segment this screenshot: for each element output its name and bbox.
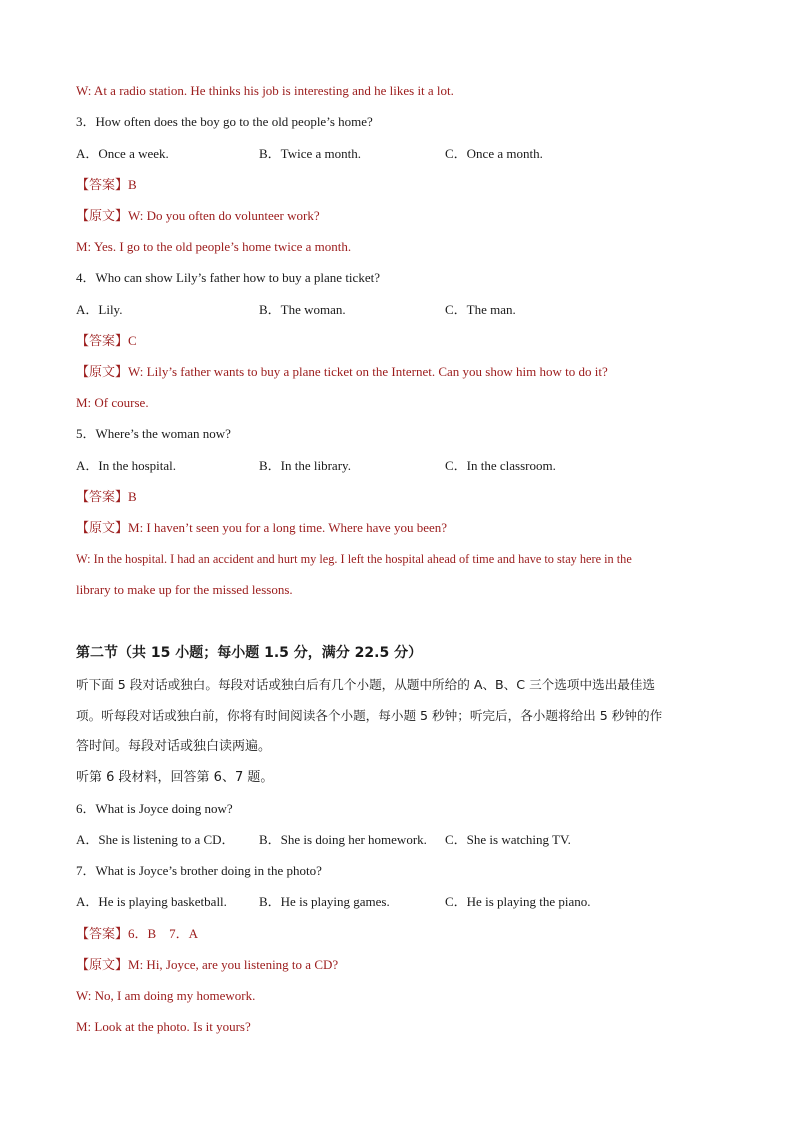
- script-text: W: Do you often do volunteer work?: [128, 208, 320, 223]
- option-a: A．Once a week.: [76, 146, 169, 161]
- option-b: B．He is playing games.: [259, 894, 390, 909]
- answer-tag: 【答案】: [76, 927, 129, 942]
- answer-line: [76, 333, 137, 350]
- answer-tag: 【答案】: [76, 178, 129, 193]
- question-5: 5．Where’s the woman now?: [76, 426, 231, 441]
- option-a: A．She is listening to a CD．: [76, 832, 235, 847]
- instructions-line: 项。听每段对话或独白前，你将有时间阅读各个小题，每小题 5 秒钟；听完后，各小题将给出 5 秒钟的作: [76, 708, 663, 723]
- script-line: [76, 364, 608, 381]
- script-text: W: Lily’s father wants to buy a plane ticket on the Internet. Can you show him how to do it?: [128, 364, 608, 379]
- answer-value: B: [128, 177, 137, 192]
- answer-value: C: [128, 333, 137, 348]
- answer-tag: 【答案】: [76, 490, 129, 505]
- question-3: 3．How often does the boy go to the old people’s home?: [76, 114, 373, 129]
- script-line: [76, 957, 338, 974]
- script-line: [76, 520, 447, 537]
- instructions-line: 听下面 5 段对话或独白。每段对话或独白后有几个小题，从题中所给的 A、B、C 三个选项中选出最佳选: [76, 677, 656, 692]
- option-c: C．Once a month.: [445, 146, 543, 161]
- question-6: 6．What is Joyce doing now?: [76, 801, 233, 816]
- option-b: B．In the library.: [259, 458, 351, 473]
- section-heading: 第二节（共 15 小题；每小题 1.5 分，满分 22.5 分）: [76, 645, 423, 661]
- script-line: library to make up for the missed lessons.: [76, 582, 293, 597]
- script-line: M: Look at the photo. Is it yours?: [76, 1019, 251, 1034]
- answer-value: B: [128, 489, 137, 504]
- script-line: W: In the hospital. I had an accident and hurt my leg. I left the hospital ahead of time and have to stay here in the: [76, 552, 632, 566]
- script-tag: 【原文】: [76, 209, 129, 224]
- answer-value: 6．B 7．A: [128, 926, 199, 941]
- option-b: B．The woman.: [259, 302, 346, 317]
- option-a: A．Lily.: [76, 302, 123, 317]
- script-text: M: I haven’t seen you for a long time. Where have you been?: [128, 520, 448, 535]
- instructions-line: 答时间。每段对话或独白读两遍。: [76, 739, 272, 754]
- script-line: [76, 208, 320, 225]
- script-tag: 【原文】: [76, 365, 129, 380]
- script-line: M: Of course.: [76, 395, 149, 410]
- script-tag: 【原文】: [76, 521, 129, 536]
- option-c: C．In the classroom.: [445, 458, 556, 473]
- option-c: C．The man.: [445, 302, 516, 317]
- material-intro: 听第 6 段材料，回答第 6、7 题。: [76, 770, 274, 785]
- question-4: 4．Who can show Lily’s father how to buy a plane ticket?: [76, 270, 380, 285]
- answer-line: [76, 926, 198, 943]
- option-c: C．He is playing the piano.: [445, 894, 591, 909]
- script-tag: 【原文】: [76, 958, 129, 973]
- script-line: M: Yes. I go to the old people’s home twice a month.: [76, 239, 352, 254]
- answer-line: [76, 177, 137, 194]
- question-7: 7．What is Joyce’s brother doing in the photo?: [76, 863, 322, 878]
- script-text: M: Hi, Joyce, are you listening to a CD?: [128, 957, 339, 972]
- script-line: W: At a radio station. He thinks his job is interesting and he likes it a lot.: [76, 83, 454, 98]
- answer-line: [76, 489, 137, 506]
- answer-tag: 【答案】: [76, 334, 129, 349]
- option-b: B．She is doing her homework.: [259, 832, 427, 847]
- option-a: A．He is playing basketball.: [76, 894, 227, 909]
- script-line: W: No, I am doing my homework.: [76, 988, 256, 1003]
- option-a: A．In the hospital.: [76, 458, 177, 473]
- option-b: B．Twice a month.: [259, 146, 361, 161]
- option-c: C．She is watching TV.: [445, 832, 571, 847]
